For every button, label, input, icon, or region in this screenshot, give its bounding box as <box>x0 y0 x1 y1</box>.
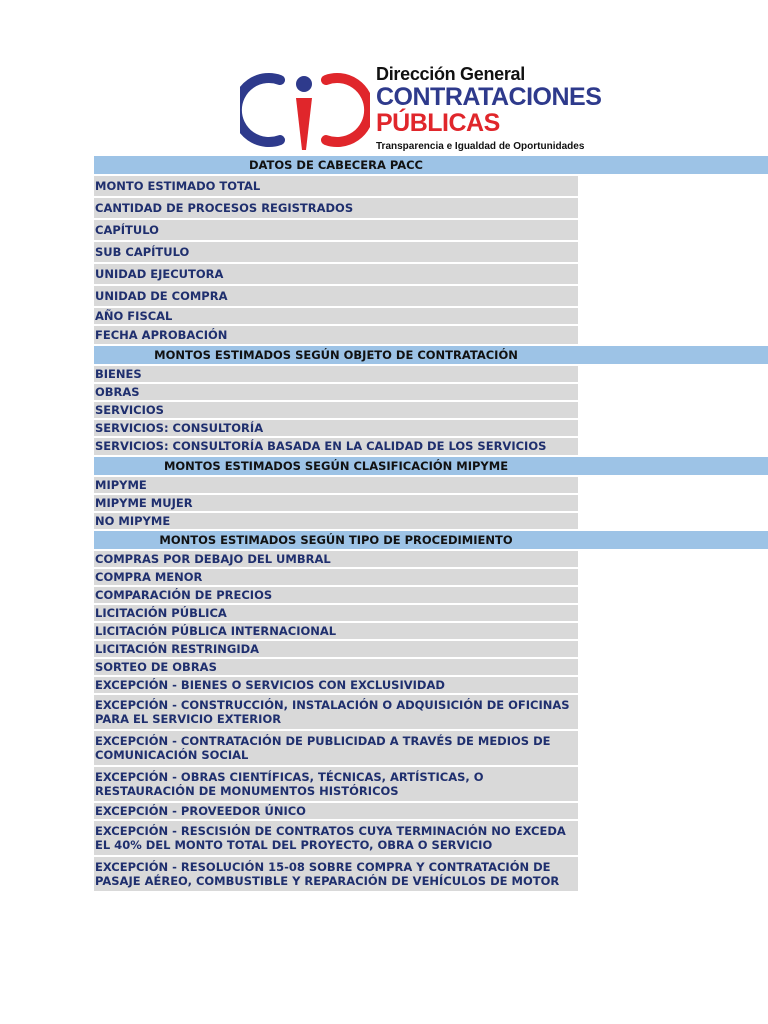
form-row <box>94 198 768 218</box>
section-header <box>94 457 768 475</box>
logo-publicas-line: PÚBLICAS <box>376 109 500 137</box>
form-row <box>94 366 768 382</box>
row-label: FECHA APROBACIÓN <box>94 326 578 344</box>
row-label: LICITACIÓN PÚBLICA <box>94 605 578 621</box>
row-label: SERVICIOS: CONSULTORÍA <box>94 420 578 436</box>
row-label: EXCEPCIÓN - CONSTRUCCIÓN, INSTALACIÓN O ADQUISICIÓN DE OFICINAS PARA EL SERVICIO EXTERIOR <box>94 695 578 729</box>
section-header <box>94 346 768 364</box>
section-header-text: DATOS DE CABECERA PACC <box>248 158 424 172</box>
form-row <box>94 605 768 621</box>
row-label: COMPRA MENOR <box>94 569 578 585</box>
row-label: EXCEPCIÓN - OBRAS CIENTÍFICAS, TÉCNICAS, ARTÍSTICAS, O RESTAURACIÓN DE MONUMENTOS HISTÓRICOS <box>94 767 578 801</box>
form-row <box>94 695 768 729</box>
form-row <box>94 495 768 511</box>
form-row <box>94 326 768 344</box>
form-row <box>94 286 768 306</box>
form-row <box>94 821 768 855</box>
row-label: AÑO FISCAL <box>94 308 578 324</box>
row-label: UNIDAD DE COMPRA <box>94 286 578 306</box>
form-row <box>94 569 768 585</box>
section-header <box>94 531 768 549</box>
form-row <box>94 623 768 639</box>
form-row <box>94 220 768 240</box>
form-row <box>94 420 768 436</box>
row-label: MIPYME <box>94 477 578 493</box>
form-row <box>94 513 768 529</box>
row-label: MONTO ESTIMADO TOTAL <box>94 176 578 196</box>
form-row <box>94 176 768 196</box>
row-label: LICITACIÓN RESTRINGIDA <box>94 641 578 657</box>
form-row <box>94 767 768 801</box>
form-row <box>94 402 768 418</box>
form-row <box>94 803 768 819</box>
row-label: LICITACIÓN PÚBLICA INTERNACIONAL <box>94 623 578 639</box>
row-label: EXCEPCIÓN - RESCISIÓN DE CONTRATOS CUYA TERMINACIÓN NO EXCEDA EL 40% DEL MONTO TOTAL DEL PROYECTO, OBRA O SERVICIO <box>94 821 578 855</box>
form-row <box>94 438 768 455</box>
row-label: CANTIDAD DE PROCESOS REGISTRADOS <box>94 198 578 218</box>
row-label: EXCEPCIÓN - PROVEEDOR ÚNICO <box>94 803 578 819</box>
row-label: SERVICIOS <box>94 402 578 418</box>
section-header-text: MONTOS ESTIMADOS SEGÚN CLASIFICACIÓN MIPYME <box>163 459 509 473</box>
row-label: SORTEO DE OBRAS <box>94 659 578 675</box>
form-row <box>94 384 768 400</box>
row-label: BIENES <box>94 366 578 382</box>
logo-contrataciones-line: CONTRATACIONES <box>376 83 602 111</box>
row-label: SUB CAPÍTULO <box>94 242 578 262</box>
row-label: COMPARACIÓN DE PRECIOS <box>94 587 578 603</box>
row-label: EXCEPCIÓN - CONTRATACIÓN DE PUBLICIDAD A TRAVÉS DE MEDIOS DE COMUNICACIÓN SOCIAL <box>94 731 578 765</box>
form-row <box>94 659 768 675</box>
logo-title-line: Dirección General <box>376 64 525 84</box>
form-row <box>94 308 768 324</box>
form-row <box>94 731 768 765</box>
form-row <box>94 677 768 693</box>
row-label: COMPRAS POR DEBAJO DEL UMBRAL <box>94 551 578 567</box>
section-header-text: MONTOS ESTIMADOS SEGÚN OBJETO DE CONTRATACIÓN <box>154 348 518 362</box>
row-label: SERVICIOS: CONSULTORÍA BASADA EN LA CALIDAD DE LOS SERVICIOS <box>94 438 578 455</box>
row-label: OBRAS <box>94 384 578 400</box>
form-row <box>94 857 768 891</box>
dgcp-emblem-icon <box>240 70 370 150</box>
form-row <box>94 641 768 657</box>
row-label: EXCEPCIÓN - RESOLUCIÓN 15-08 SOBRE COMPRA Y CONTRATACIÓN DE PASAJE AÉREO, COMBUSTIBLE Y REPARACIÓN DE VEHÍCULOS DE MOTOR <box>94 857 578 891</box>
row-label: MIPYME MUJER <box>94 495 578 511</box>
section-header <box>94 156 768 174</box>
row-label: CAPÍTULO <box>94 220 578 240</box>
form-row <box>94 242 768 262</box>
logo-tagline: Transparencia e Igualdad de Oportunidades <box>376 141 585 152</box>
form-row <box>94 587 768 603</box>
form-row <box>94 477 768 493</box>
section-header-text: MONTOS ESTIMADOS SEGÚN TIPO DE PROCEDIMIENTO <box>159 533 513 547</box>
row-label: EXCEPCIÓN - BIENES O SERVICIOS CON EXCLUSIVIDAD <box>94 677 578 693</box>
pacc-header-sheet <box>94 156 768 891</box>
row-label: UNIDAD EJECUTORA <box>94 264 578 284</box>
form-row <box>94 551 768 567</box>
dgcp-logo <box>240 62 602 156</box>
form-row <box>94 264 768 284</box>
row-label: NO MIPYME <box>94 513 578 529</box>
